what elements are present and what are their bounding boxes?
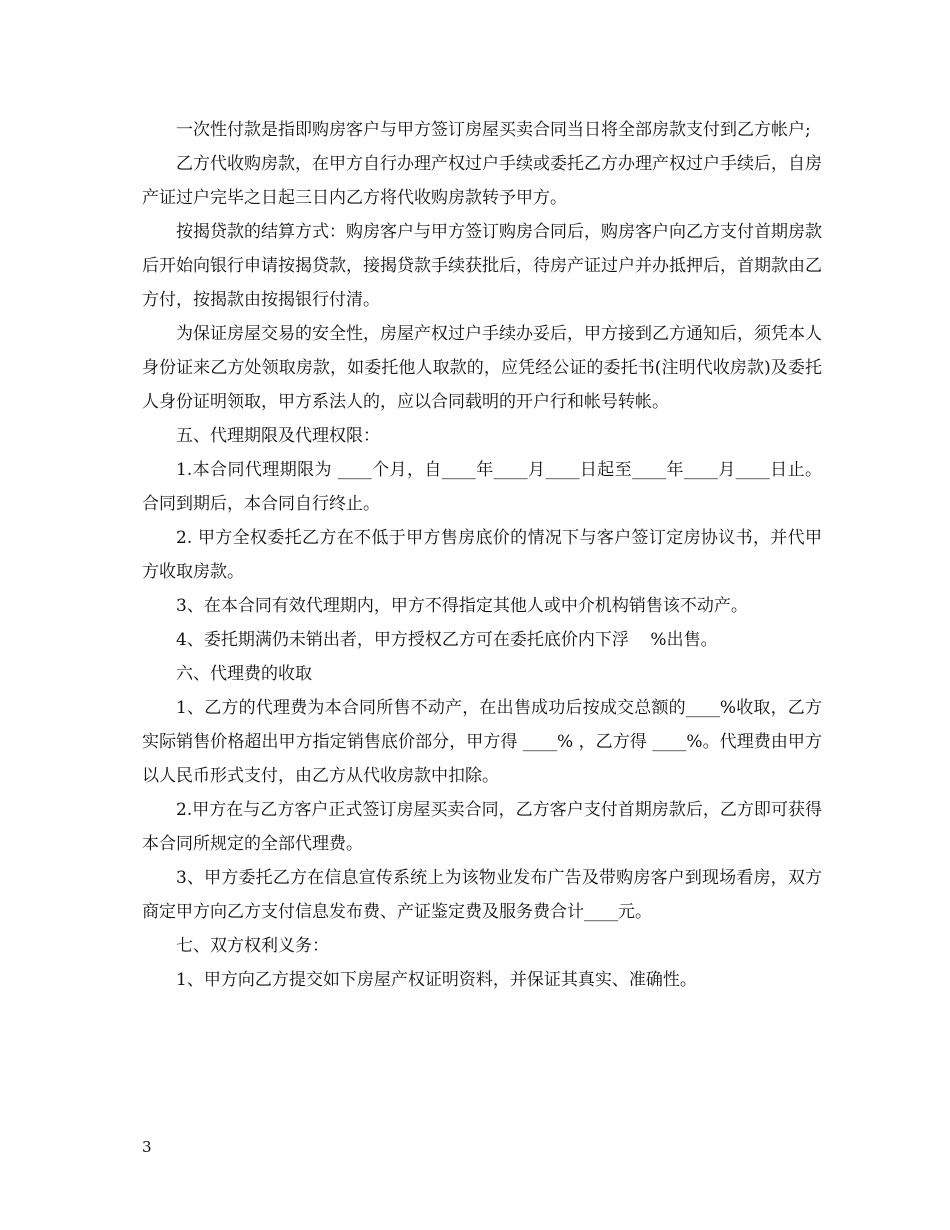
- clause-fee-entitlement: 2.甲方在与乙方客户正式签订房屋买卖合同，乙方客户支付首期房款后，乙方即可获得本合同所规定的全部代理费。: [142, 800, 822, 854]
- section-heading-agency-term: 五、代理期限及代理权限：: [176, 426, 380, 446]
- clause-fee-rate: 1、乙方的代理费为本合同所售不动产，在出售成功后按成交总额的____%收取，乙方实际销售价格超出甲方指定销售底价部分，甲方得 ____% ，乙方得 ____%。代理费由甲方以人民币形式支付，由乙方从代收房款中扣除。: [142, 698, 822, 786]
- section-heading-rights-obligations: 七、双方权利义务：: [176, 936, 329, 956]
- paragraph-mortgage-settlement: 按揭贷款的结算方式：购房客户与甲方签订购房合同后，购房客户向乙方支付首期房款后开始向银行申请按揭贷款，接揭贷款手续获批后，待房产证过户并办抵押后，首期款由乙方付，按揭款由按揭银行付清。: [142, 222, 822, 310]
- paragraph-transaction-security: 为保证房屋交易的安全性，房屋产权过户手续办妥后，甲方接到乙方通知后，须凭本人身份证来乙方处领取房款，如委托他人取款的，应凭经公证的委托书(注明代收房款)及委托人身份证明领取，甲方系法人的，应以合同载明的开户行和帐号转帐。: [142, 324, 822, 412]
- paragraph-collection: 乙方代收购房款，在甲方自行办理产权过户手续或委托乙方办理产权过户手续后，自房产证过户完毕之日起三日内乙方将代收购房款转予甲方。: [142, 154, 822, 208]
- page-number: 3: [142, 1138, 152, 1156]
- clause-agency-term: 1.本合同代理期限为 ____个月，自____年____月____日起至____年____月____日止。合同到期后，本合同自行终止。: [142, 460, 822, 514]
- clause-advertising-fee: 3、甲方委托乙方在信息宣传系统上为该物业发布广告及带购房客户到现场看房，双方商定甲方向乙方支付信息发布费、产证鉴定费及服务费合计____元。: [142, 868, 822, 922]
- document-body: [142, 113, 822, 997]
- paragraph-payment-lump-sum: 一次性付款是指即购房客户与甲方签订房屋买卖合同当日将全部房款支付到乙方帐户;: [176, 120, 811, 140]
- clause-price-reduction: 4、委托期满仍未销出者，甲方授权乙方可在委托底价内下浮 %出售。: [176, 630, 718, 650]
- clause-property-documents: 1、甲方向乙方提交如下房屋产权证明资料，并保证其真实、准确性。: [176, 970, 697, 990]
- clause-exclusive-agency: 3、在本合同有效代理期内，甲方不得指定其他人或中介机构销售该不动产。: [176, 596, 748, 616]
- clause-full-authorization: 2. 甲方全权委托乙方在不低于甲方售房底价的情况下与客户签订定房协议书，并代甲方收取房款。: [142, 528, 822, 582]
- section-heading-agency-fee: 六、代理费的收取: [176, 664, 312, 684]
